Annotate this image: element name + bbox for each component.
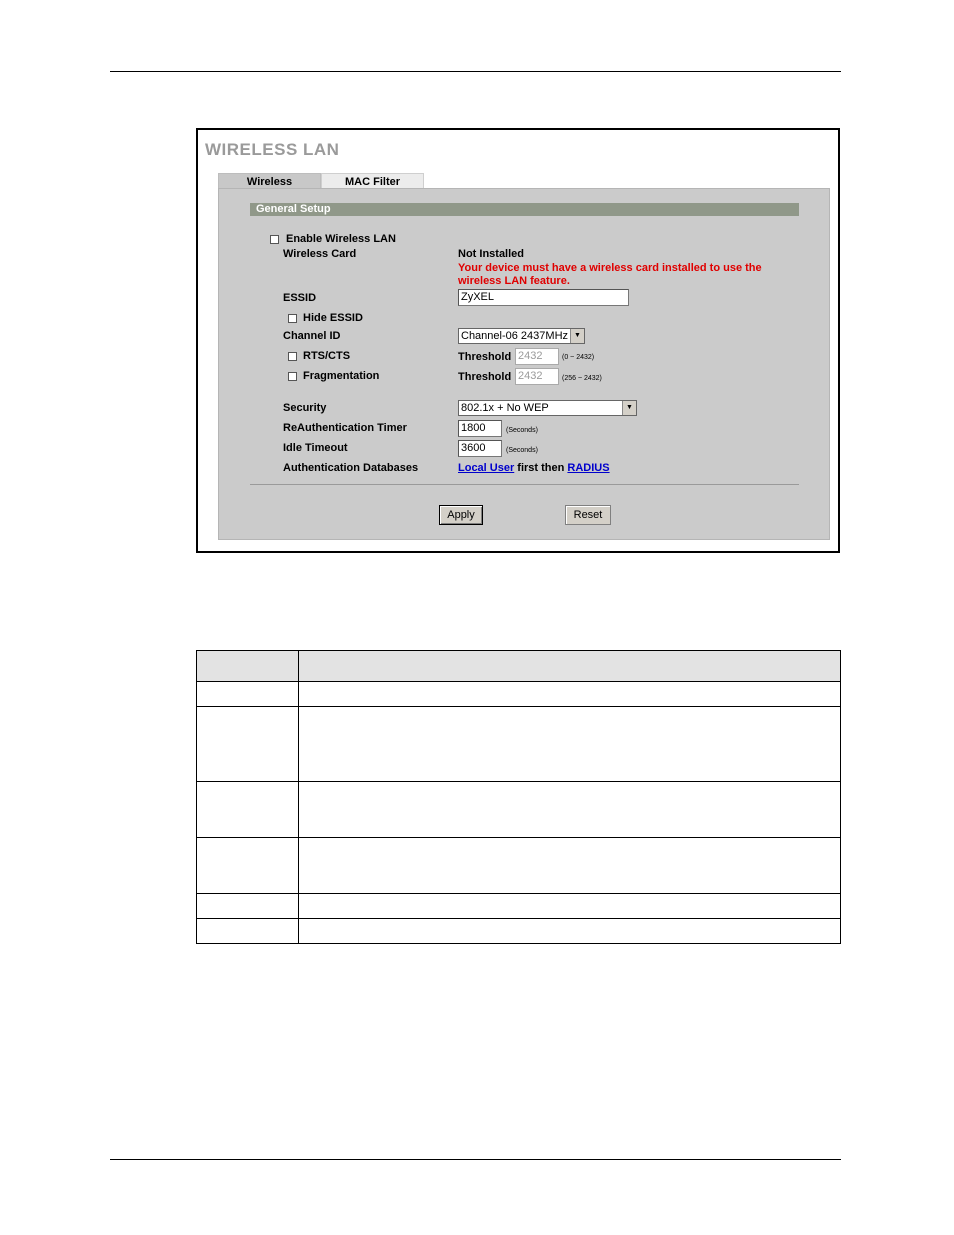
local-user-link[interactable]: Local User bbox=[458, 462, 515, 474]
table-cell bbox=[299, 919, 841, 944]
footer-rule bbox=[110, 1159, 841, 1160]
hide-essid-checkbox[interactable] bbox=[288, 314, 297, 323]
radius-link[interactable]: RADIUS bbox=[567, 462, 610, 474]
table-header-row bbox=[197, 651, 841, 682]
rts-threshold-input[interactable]: 2432 bbox=[515, 348, 559, 365]
fragmentation-label: Fragmentation bbox=[303, 370, 380, 382]
wireless-card-status: Not Installed bbox=[458, 248, 525, 260]
apply-button[interactable]: Apply bbox=[439, 505, 483, 525]
tab-wireless[interactable]: Wireless bbox=[218, 173, 321, 189]
table-cell bbox=[299, 707, 841, 782]
wireless-card-label: Wireless Card bbox=[283, 248, 357, 260]
auth-databases-label: Authentication Databases bbox=[283, 462, 419, 474]
tab-mac-filter[interactable]: MAC Filter bbox=[321, 173, 424, 189]
warning-line-1: Your device must have a wireless card installed to use the bbox=[458, 262, 762, 274]
rts-threshold-range: (0 ~ 2432) bbox=[562, 354, 595, 361]
table-cell bbox=[299, 682, 841, 707]
wireless-card-warning bbox=[458, 262, 762, 288]
frag-threshold-range: (256 ~ 2432) bbox=[562, 375, 602, 382]
table-cell bbox=[299, 838, 841, 894]
table-cell bbox=[197, 919, 299, 944]
table-row bbox=[197, 919, 841, 944]
description-table bbox=[196, 650, 841, 944]
table-row bbox=[197, 894, 841, 919]
idle-timeout-input[interactable]: 3600 bbox=[458, 440, 502, 457]
auth-databases-value bbox=[458, 462, 610, 474]
table-header-cell bbox=[299, 651, 841, 682]
wireless-lan-screenshot bbox=[196, 128, 840, 553]
frag-threshold-label: Threshold bbox=[458, 371, 512, 383]
chevron-down-icon[interactable]: ▼ bbox=[570, 329, 584, 343]
table-cell bbox=[197, 707, 299, 782]
channel-id-label: Channel ID bbox=[283, 330, 341, 342]
table-cell bbox=[299, 894, 841, 919]
reset-button[interactable]: Reset bbox=[565, 505, 611, 525]
table-cell bbox=[197, 838, 299, 894]
enable-wireless-lan-label: Enable Wireless LAN bbox=[286, 233, 396, 245]
idle-timeout-label: Idle Timeout bbox=[283, 442, 348, 454]
security-select[interactable] bbox=[458, 400, 637, 416]
wireless-panel bbox=[218, 188, 830, 540]
section-general-setup: General Setup bbox=[250, 203, 799, 216]
table-cell bbox=[299, 782, 841, 838]
channel-id-select[interactable] bbox=[458, 328, 585, 344]
table-row bbox=[197, 782, 841, 838]
table-header-cell bbox=[197, 651, 299, 682]
essid-label: ESSID bbox=[283, 292, 317, 304]
security-value: 802.1x + No WEP bbox=[461, 402, 549, 414]
auth-databases-connector: first then bbox=[514, 462, 568, 474]
panel-divider bbox=[250, 484, 799, 485]
chevron-down-icon[interactable]: ▼ bbox=[622, 401, 636, 415]
enable-wireless-lan-checkbox[interactable] bbox=[270, 235, 279, 244]
security-label: Security bbox=[283, 402, 327, 414]
hide-essid-label: Hide ESSID bbox=[303, 312, 363, 324]
table-cell bbox=[197, 894, 299, 919]
table-row bbox=[197, 682, 841, 707]
fragmentation-checkbox[interactable] bbox=[288, 372, 297, 381]
essid-input[interactable]: ZyXEL bbox=[458, 289, 629, 306]
rts-threshold-label: Threshold bbox=[458, 351, 512, 363]
rts-cts-label: RTS/CTS bbox=[303, 350, 351, 362]
warning-line-2: wireless LAN feature. bbox=[458, 275, 570, 287]
table-row bbox=[197, 838, 841, 894]
rts-cts-checkbox[interactable] bbox=[288, 352, 297, 361]
reauth-timer-label: ReAuthentication Timer bbox=[283, 422, 407, 434]
table-cell bbox=[197, 682, 299, 707]
frag-threshold-input[interactable]: 2432 bbox=[515, 368, 559, 385]
idle-timeout-unit: (Seconds) bbox=[506, 447, 538, 454]
channel-id-value: Channel-06 2437MHz bbox=[461, 330, 569, 342]
table-row bbox=[197, 707, 841, 782]
reauth-timer-input[interactable]: 1800 bbox=[458, 420, 502, 437]
header-rule bbox=[110, 71, 841, 72]
page-title: WIRELESS LAN bbox=[205, 140, 340, 159]
reauth-timer-unit: (Seconds) bbox=[506, 427, 538, 434]
table-cell bbox=[197, 782, 299, 838]
